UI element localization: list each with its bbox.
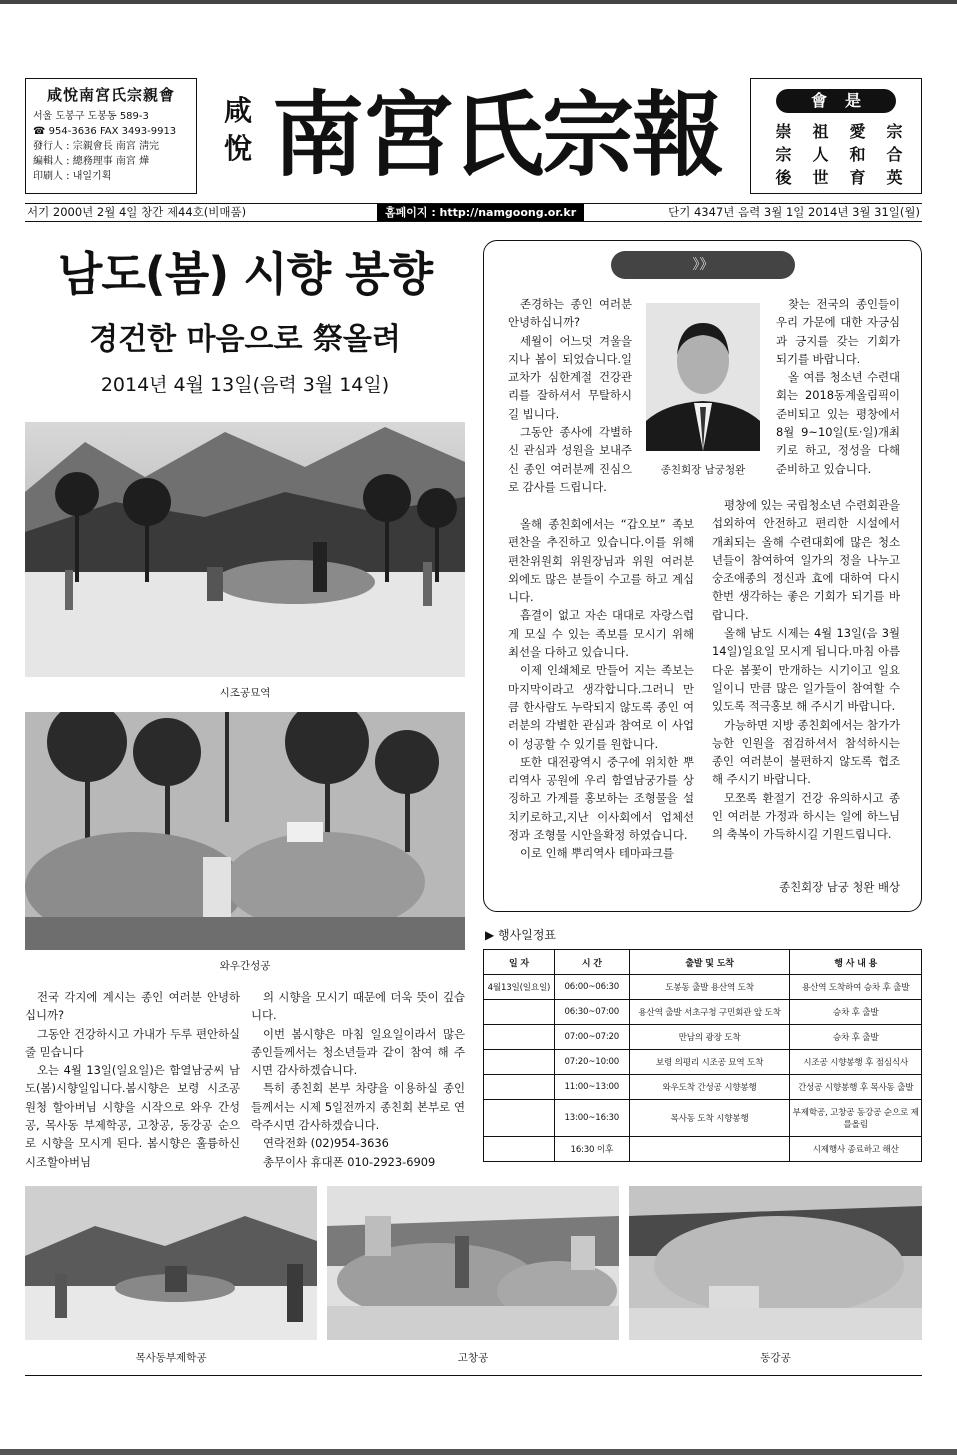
article-paragraph: 의 시향을 모시기 때문에 더욱 뜻이 깊습니다.	[251, 990, 465, 1023]
schedule-header-cell: 출발 및 도착	[629, 950, 790, 975]
greeting-column-2-top	[776, 295, 900, 478]
org-info-box	[25, 78, 197, 194]
article-paragraph: 오는 4월 13일(일요일)은 함열남궁씨 남도(봄)시향일입니다.봄시향은 보령 시조공 원청 할아버님 시향을 시작으로 와우 간성공, 목사동 부제학공, 고창공, 동강공 순으로 시향을 모시게 된다. 봄시향은 훌륭하신 시조할아버님	[25, 1063, 240, 1169]
schedule-cell: 07:00~07:20	[554, 1025, 629, 1050]
triangle-bullet-icon: ▶	[485, 928, 499, 942]
article-paragraph: 그동안 건강하시고 가내가 두루 편안하실줄 믿습니다	[25, 1026, 240, 1059]
greeting-paragraph: 찾는 전국의 종인들이 우리 가문에 대한 자긍심과 긍지를 갖는 기회가 되기를 바랍니다.	[776, 297, 900, 366]
motto-char: 人	[812, 145, 829, 164]
photo-gochang-tomb	[327, 1186, 619, 1340]
schedule-title	[485, 926, 556, 943]
bottom-border	[0, 1449, 957, 1455]
greeting-paragraph: 존경하는 종인 여러분 안녕하십니까?	[508, 297, 632, 330]
motto-char: 愛	[849, 122, 866, 141]
schedule-cell	[484, 1025, 555, 1050]
schedule-cell	[484, 1075, 555, 1100]
schedule-row	[484, 1050, 922, 1075]
greeting-paragraph: 세월이 어느덧 겨울을 지나 봄이 되었습니다.일교차가 심한계절 건강관리를 잘하셔서 무탈하시길 빕니다.	[508, 333, 632, 421]
schedule-header-cell: 행 사 내 용	[790, 950, 922, 975]
motto-char: 崇	[775, 122, 792, 141]
schedule-cell: 승차 후 출발	[790, 1000, 922, 1025]
schedule-row	[484, 975, 922, 1000]
photo-wawoo-tomb	[25, 712, 465, 950]
greeting-paragraph: 모쪼록 환절기 건강 유의하시고 종인 여러분 가정과 하시는 일에 하느님의 축복이 가득하시길 기원드립니다.	[712, 790, 900, 842]
greeting-paragraph: 이로 인해 뿌리역사 테마파크를	[520, 846, 674, 861]
greeting-paragraph: 그동안 종사에 각별하신 관심과 성원을 보내주신 종인 여러분께 진심으로 감사를 드립니다.	[508, 425, 632, 494]
schedule-row	[484, 1137, 922, 1162]
schedule-row	[484, 1025, 922, 1050]
headline: 남도(봄) 시향 봉향	[57, 247, 433, 301]
issue-info: 서기 2000년 2월 4일 창간 제44호(비매품)	[27, 205, 247, 219]
schedule-cell	[484, 1100, 555, 1137]
photo3-caption: 목사동부제학공	[135, 1352, 207, 1364]
schedule-cell: 부제학공, 고창공 동강공 순으로 제를올림	[790, 1100, 922, 1137]
schedule-row	[484, 1100, 922, 1137]
motto-char: 後	[775, 168, 792, 187]
schedule-table	[483, 949, 922, 1162]
motto-char: 和	[849, 145, 866, 164]
article-column-1	[25, 988, 240, 1171]
schedule-title-text: 행사일정표	[498, 928, 557, 942]
schedule-cell: 시조공 시향봉행 후 점심식사	[790, 1050, 922, 1075]
schedule-cell: 용산역 출발 서초구청 구민회관 앞 도착	[629, 1000, 790, 1025]
schedule-header-cell: 일 자	[484, 950, 555, 975]
schedule-cell: 와우도착 간성공 시향봉행	[629, 1075, 790, 1100]
greeting-paragraph: 이제 인쇄체로 만들어 지는 족보는 마지막이라고 생각합니다.그러니 만큼 한사람도 누락되지 않도록 종인 여러분의 각별한 관심과 참여로 이 사업이 성공할 수 있기를 원합니다.	[508, 663, 694, 751]
title-prefix	[221, 92, 255, 168]
schedule-cell: 11:00~13:00	[554, 1075, 629, 1100]
contact-phone: 연락전화 (02)954-3636	[263, 1136, 389, 1151]
photo4-caption: 고창공	[457, 1352, 489, 1364]
org-phone: ☎ 954-3636 FAX 3493-9913	[33, 126, 177, 137]
schedule-cell: 용산역 도착하여 승차 후 출발	[790, 975, 922, 1000]
article-paragraph: 이번 봄시향은 마침 일요일이라서 많은 종인들께서는 청소년들과 같이 참여 해 주시면 감사하겠습니다.	[251, 1026, 465, 1078]
newspaper-title: 南宮氏宗報	[272, 81, 723, 189]
motto-box	[750, 78, 922, 194]
motto-char: 祖	[812, 122, 829, 141]
motto-grid	[765, 121, 913, 188]
article-paragraph: 전국 각지에 계시는 종인 여러분 안녕하십니까?	[25, 990, 240, 1023]
greeting-paragraph: 올해 종친회에서는 “갑오보” 족보편찬을 추진하고 있습니다.이를 위해 편찬위원회 위원장님과 위원 여러분 외에도 많은 분들이 수고를 하고 계십니다.	[508, 517, 694, 605]
photo1-caption: 시조공묘역	[219, 687, 271, 699]
motto-char: 合	[886, 145, 903, 164]
schedule-header-row	[484, 950, 922, 975]
greeting-column-1-top	[508, 295, 632, 496]
photo-moksadong-tomb	[25, 1186, 317, 1340]
contact-mobile: 총무이사 휴대폰 010-2923-6909	[263, 1154, 436, 1169]
schedule-row	[484, 1000, 922, 1025]
schedule-cell	[484, 1050, 555, 1075]
portrait-photo	[646, 303, 760, 451]
motto-char: 育	[849, 168, 866, 187]
motto-char: 世	[812, 168, 829, 187]
greeting-paragraph: 평창에 있는 국립청소년 수련회관을 섭외하여 안전하고 편리한 시설에서 개최되는 올해 수련대회에 많은 청소년들이 참여하여 일가의 정을 나누고 숭조애종의 정신과 효에 대하여 다시한번 생각하는 좋은 기회가 되기를 바랍니다.	[712, 498, 900, 622]
greeting-paragraph: 가능하면 지방 종친회에서는 참가가능한 인원을 점검하셔서 참석하시는 종인 여러분이 불편하지 않도록 협조 해 주시기 바랍니다.	[712, 717, 900, 787]
org-publisher: 發行人 : 宗親會長 南宮 淸完	[33, 141, 160, 152]
org-address: 서울 도봉구 도봉동 589-3	[33, 111, 149, 122]
subheadline: 경건한 마음으로 祭올려	[89, 322, 401, 357]
schedule-cell: 승차 후 출발	[790, 1025, 922, 1050]
photo2-caption: 와우간성공	[219, 960, 271, 972]
greeting-paragraph: 올해 남도 시제는 4월 13일(음 3월 14일)일요일 모시게 됩니다.마침 아름다운 봄꽃이 만개하는 시기이고 일요일이니 만큼 많은 일가들이 참여할 수 있도록 적극홍보 해 주시기 바랍니다.	[712, 626, 900, 714]
org-editor: 編輯人 : 總務理事 南宮 燁	[33, 156, 150, 167]
greeting-label: 》》	[611, 251, 795, 279]
greeting-column-1	[508, 515, 694, 863]
photo-donggang-tomb	[629, 1186, 922, 1340]
schedule-cell: 만남의 광장 도착	[629, 1025, 790, 1050]
event-date: 2014년 4월 13일(음력 3월 14일)	[100, 374, 390, 396]
schedule-cell	[629, 1137, 790, 1162]
homepage-link[interactable]: 홈페이지 : http://namgoong.or.kr	[377, 204, 584, 221]
schedule-cell: 07:20~10:00	[554, 1050, 629, 1075]
photo5-caption: 동강공	[760, 1352, 791, 1364]
schedule-cell: 06:30~07:00	[554, 1000, 629, 1025]
greeting-paragraph: 또한 대전광역시 중구에 위치한 뿌리역사 공원에 우리 함열남궁가를 상징하고 가계를 홍보하는 조형물을 설치키로하고,지난 이사회에서 업체선정과 조형물 시안을확정 하였습니다.	[508, 754, 694, 843]
org-name: 咸悅南宮氏宗親會	[46, 86, 175, 104]
org-printer: 印刷人 : 내일기획	[33, 171, 112, 182]
greeting-column-2	[712, 496, 900, 844]
portrait-caption: 종친회장 남궁청완	[660, 464, 746, 476]
motto-char: 宗	[886, 122, 903, 141]
schedule-cell: 4월13일(일요일)	[484, 975, 555, 1000]
issue-date: 단기 4347년 음력 3월 1일 2014년 3월 31일(월)	[668, 205, 920, 219]
title-prefix-char: 咸	[223, 94, 252, 127]
photo-sijo-tomb	[25, 422, 465, 677]
dateline-bar	[25, 203, 922, 222]
motto-char: 英	[886, 168, 903, 187]
schedule-cell: 13:00~16:30	[554, 1100, 629, 1137]
schedule-cell	[484, 1000, 555, 1025]
greeting-paragraph: 올 여름 청소년 수련대회는 2018동계올림픽이 준비되고 있는 평창에서 8월 9~10일(토·일)개최키로 하고, 정성을 다해 준비하고 있습니다.	[776, 370, 900, 476]
article-column-2	[251, 988, 465, 1171]
schedule-cell: 시제행사 종료하고 해산	[790, 1137, 922, 1162]
schedule-cell: 보령 의평리 시조공 묘역 도착	[629, 1050, 790, 1075]
motto-label: 會是	[776, 89, 896, 113]
schedule-header-cell: 시 간	[554, 950, 629, 975]
top-border	[0, 0, 957, 4]
schedule-cell: 16:30 이후	[554, 1137, 629, 1162]
schedule-row	[484, 1075, 922, 1100]
schedule-cell: 06:00~06:30	[554, 975, 629, 1000]
greeting-signature: 종친회장 남궁 청완 배상	[779, 880, 900, 894]
title-prefix-char: 悅	[223, 132, 252, 165]
schedule-cell: 도봉동 출발 용산역 도착	[629, 975, 790, 1000]
bottom-rule	[25, 1375, 922, 1376]
motto-char: 宗	[775, 145, 792, 164]
schedule-cell	[484, 1137, 555, 1162]
schedule-cell: 목사동 도착 시향봉행	[629, 1100, 790, 1137]
schedule-cell: 간성공 시향봉행 후 목사동 출발	[790, 1075, 922, 1100]
article-paragraph: 특히 종친회 본부 차량을 이용하실 종인들께서는 시제 5일전까지 종친회 본부로 연락주시면 감사하겠습니다.	[251, 1081, 465, 1133]
greeting-paragraph: 흠결이 없고 자손 대대로 자랑스럽게 모실 수 있는 족보를 모시기 위해 최선을 다하고 있습니다.	[508, 608, 694, 660]
